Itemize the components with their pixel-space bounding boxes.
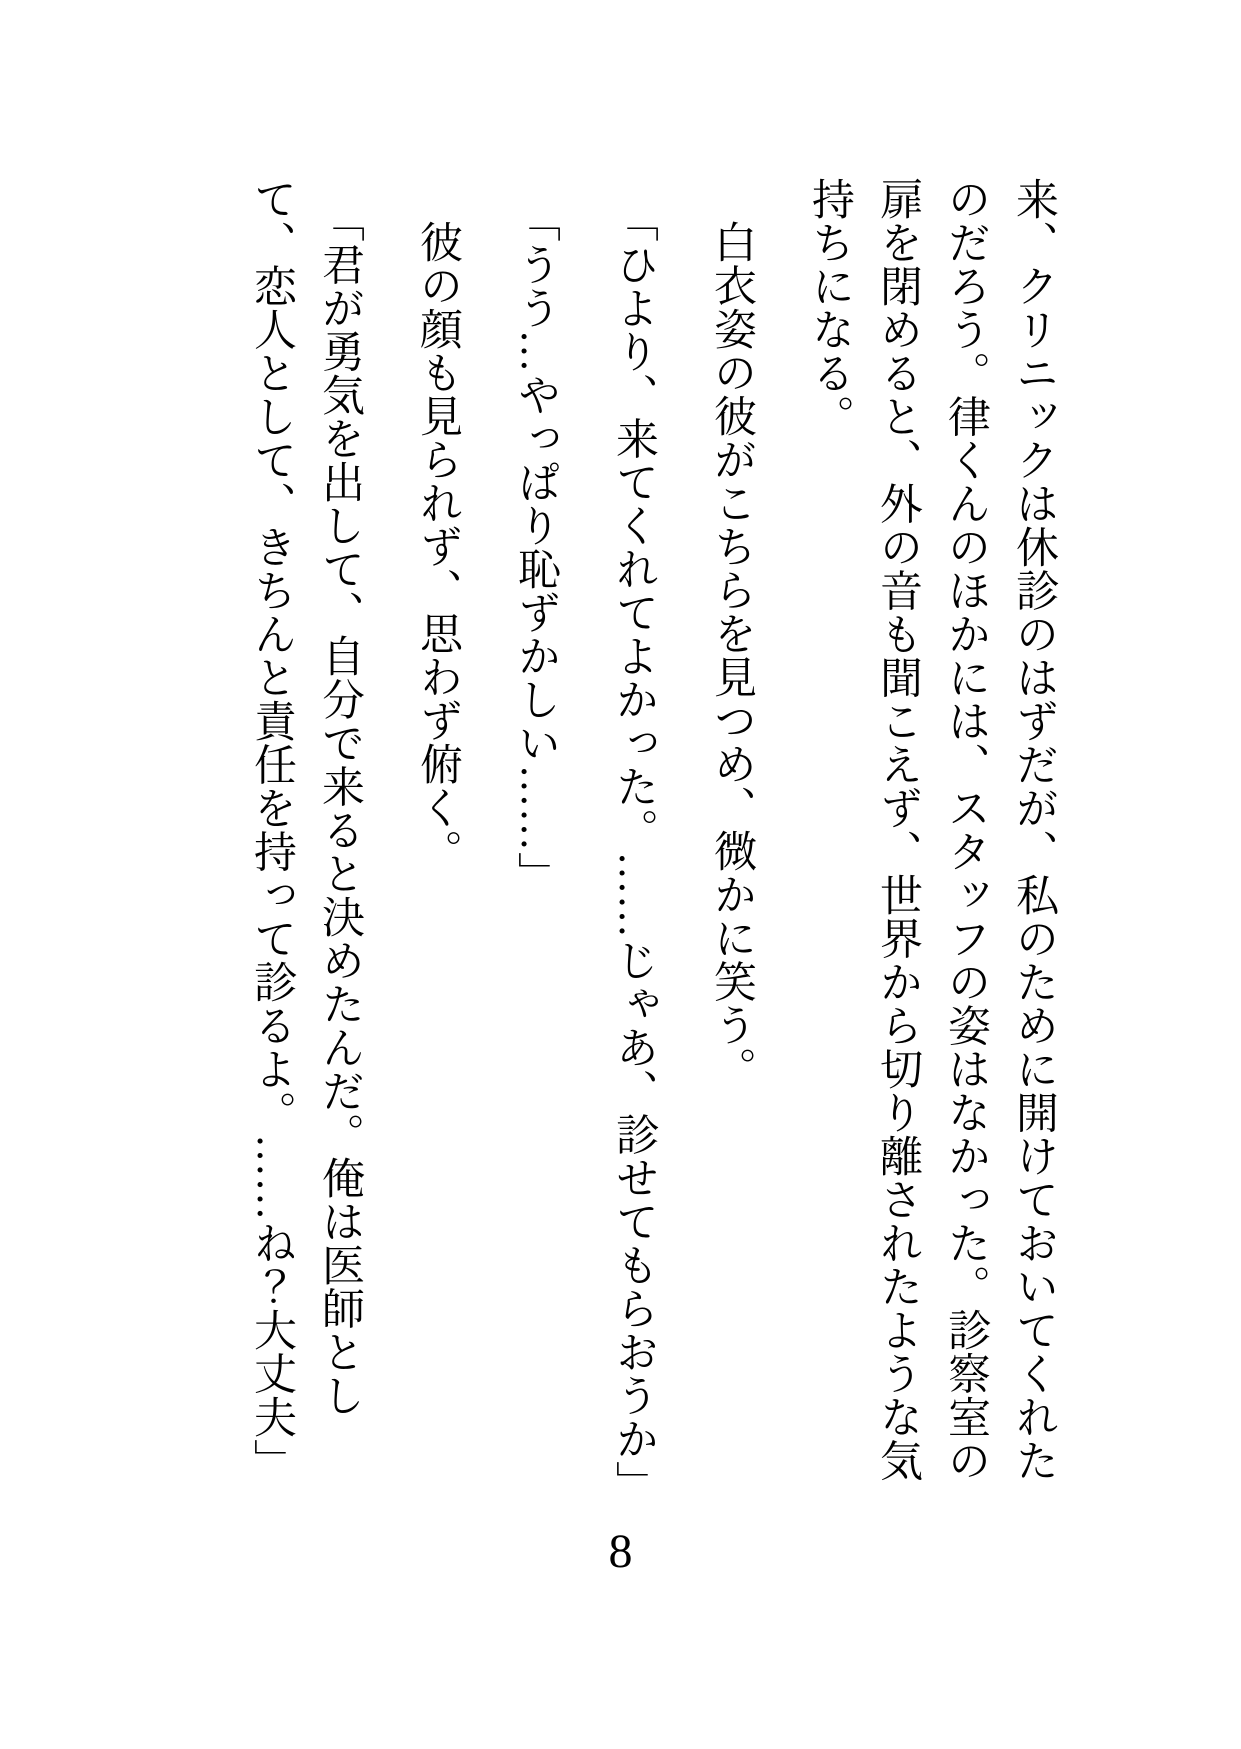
narrative-continuation-paragraph: 来、クリニックは休診のはずだが、私のために開けておいてくれたのだろう。律くんのほかには、スタッフの姿はなかった。診察室の扉を閉めると、外の音も聞こえず、世界から切り離されたような気持ちになる。 [806,177,1057,1482]
dialogue-paragraph: 「うう…やっぱり恥ずかしい……」 [512,198,559,895]
narrative-paragraph: 彼の顔も見られず、思わず俯く。 [414,220,461,873]
narrative-paragraph: 白衣姿の彼がこちらを見つめ、微かに笑う。 [708,220,755,1090]
page-number: 8 [608,1525,633,1578]
dialogue-paragraph: 「君が勇気を出して、自分で来ると決めたんだ。俺は医師として、恋人として、きちんと責任を持って診るよ。……ね？大丈夫」 [248,177,363,1482]
story-text-block [207,177,1067,1504]
dialogue-paragraph: 「ひより、来てくれてよかった。……じゃあ、診せてもらおうか」 [610,198,657,1504]
